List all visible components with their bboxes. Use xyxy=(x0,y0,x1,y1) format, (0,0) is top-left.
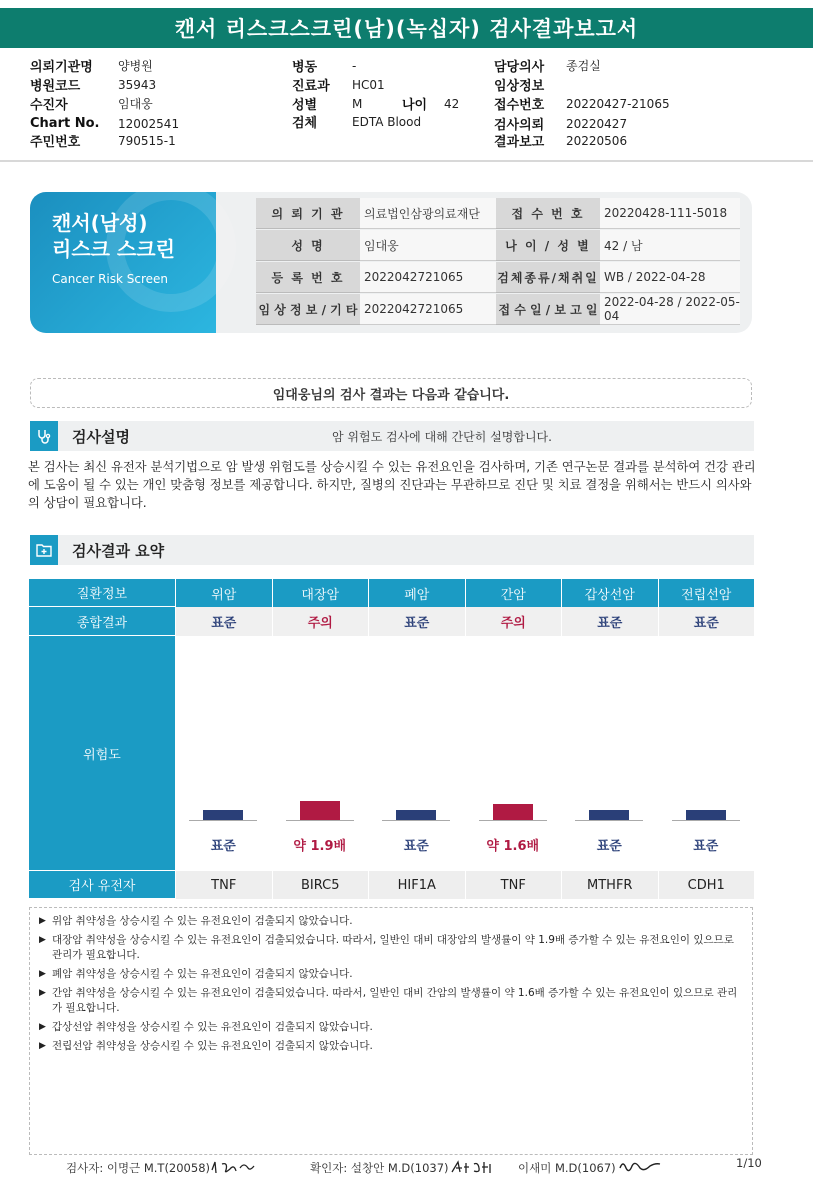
risk-baseline xyxy=(575,820,643,821)
info-value: 임대웅 xyxy=(360,230,496,261)
report-footer xyxy=(0,1158,813,1178)
note-text: 대장암 취약성을 상승시킬 수 있는 유전요인이 검출되었습니다. 따라서, 일반인 대비 대장암의 발생률이 약 1.9배 증가할 수 있는 유전요인이 있으므로 관리가 필요합니다. xyxy=(52,934,734,961)
divider xyxy=(0,160,813,162)
meta-row xyxy=(30,56,153,75)
results-table xyxy=(29,579,754,899)
note-item xyxy=(36,967,746,982)
meta-value: M xyxy=(352,96,363,111)
note-text: 갑상선암 취약성을 상승시킬 수 있는 유전요인이 검출되지 않았습니다. xyxy=(52,1021,373,1033)
risk-chart xyxy=(175,636,754,871)
report-title: 캔서 리스크스크린(남)(녹십자) 검사결과보고서 xyxy=(0,8,813,48)
meta-row xyxy=(30,131,176,150)
result-cell: 주의 xyxy=(465,607,562,636)
meta-label: 담당의사 xyxy=(494,60,545,75)
tester: 검사자: 이명근 M.T(20058) xyxy=(66,1161,210,1175)
row-label: 위험도 xyxy=(29,636,175,871)
section-header-description xyxy=(30,421,754,451)
confirmer: 확인자: 설창안 M.D(1037) xyxy=(310,1161,449,1175)
confirmer-2: 이새미 M.D(1067) xyxy=(518,1161,616,1175)
gene-cell: HIF1A xyxy=(368,871,465,899)
meta-row xyxy=(292,75,385,94)
meta-row xyxy=(292,56,356,75)
meta-row xyxy=(494,75,566,94)
info-key: 접 수 번 호 xyxy=(496,198,600,229)
risk-bar xyxy=(686,810,726,820)
info-key: 성 명 xyxy=(256,230,360,261)
note-item xyxy=(36,1020,746,1035)
meta-label: Chart No. xyxy=(30,116,100,131)
meta-row xyxy=(292,94,459,113)
result-notice: 임대웅님의 검사 결과는 다음과 같습니다. xyxy=(30,378,752,408)
section-header-summary xyxy=(30,535,754,565)
note-item xyxy=(36,986,746,1016)
meta-value: 20220427 xyxy=(566,116,628,131)
note-text: 폐암 취약성을 상승시킬 수 있는 유전요인이 검출되지 않았습니다. xyxy=(52,968,353,980)
meta-row xyxy=(30,94,153,113)
meta-value: 790515-1 xyxy=(118,133,176,148)
confirmer-2-signature xyxy=(618,1158,662,1177)
meta-label: 접수번호 xyxy=(494,98,545,113)
meta-label: 검체 xyxy=(292,116,318,131)
gene-cell: MTHFR xyxy=(561,871,658,899)
table-gene-row xyxy=(29,871,754,899)
info-key: 의 뢰 기 관 xyxy=(256,198,360,229)
page-number: 1/10 xyxy=(736,1156,762,1170)
result-notes xyxy=(29,907,753,1155)
meta-label: 임상정보 xyxy=(494,79,545,94)
meta-value: 35943 xyxy=(118,77,157,92)
meta-value: 20220427-21065 xyxy=(566,96,670,111)
gene-cell: CDH1 xyxy=(658,871,755,899)
meta-label: 결과보고 xyxy=(494,135,545,150)
risk-bar xyxy=(493,804,533,820)
info-value: WB / 2022-04-28 xyxy=(600,262,740,293)
meta-label: 병원코드 xyxy=(30,79,81,94)
result-cell: 표준 xyxy=(561,607,658,636)
section-subtitle: 암 위험도 검사에 대해 간단히 설명합니다. xyxy=(332,429,552,444)
meta-value: 임대웅 xyxy=(118,97,153,111)
info-key: 나 이 / 성 별 xyxy=(496,230,600,261)
disease-name: 위암 xyxy=(175,579,272,607)
meta-label: 의뢰기관명 xyxy=(30,60,93,75)
disease-name: 간암 xyxy=(465,579,562,607)
meta-row xyxy=(494,131,627,150)
stethoscope-icon xyxy=(30,421,58,451)
brand-decoration xyxy=(106,192,236,312)
info-row xyxy=(256,262,740,293)
info-table xyxy=(256,198,740,326)
risk-bar xyxy=(203,810,243,820)
risk-baseline xyxy=(479,820,547,821)
meta-label: 수진자 xyxy=(30,98,68,113)
note-text: 간암 취약성을 상승시킬 수 있는 유전요인이 검출되었습니다. 따라서, 일반인 대비 간암의 발생률이 약 1.6배 증가할 수 있는 유전요인이 있으므로 관리가 필요합니다. xyxy=(52,987,738,1014)
info-value: 42 / 남 xyxy=(600,230,740,261)
section-title: 검사결과 요약 xyxy=(72,541,165,560)
table-header-row xyxy=(29,579,754,607)
risk-baseline xyxy=(286,820,354,821)
info-value: 2022042721065 xyxy=(360,262,496,293)
meta-label: 검사의뢰 xyxy=(494,118,545,133)
meta-value: 12002541 xyxy=(118,116,180,131)
meta-value: 양병원 xyxy=(118,59,153,73)
info-value: 2022-04-28 / 2022-05-04 xyxy=(600,294,740,325)
brand-title-1: 캔서(남성) xyxy=(52,211,148,235)
meta-label: 주민번호 xyxy=(30,135,81,150)
triangle-icon: ▶ xyxy=(39,1041,46,1051)
meta-value: - xyxy=(352,58,357,73)
risk-baseline xyxy=(189,820,257,821)
risk-baseline xyxy=(382,820,450,821)
gene-cell: TNF xyxy=(465,871,562,899)
disease-name: 전립선암 xyxy=(658,579,755,607)
triangle-icon: ▶ xyxy=(39,969,46,979)
triangle-icon: ▶ xyxy=(39,1022,46,1032)
disease-name: 폐암 xyxy=(368,579,465,607)
meta-row xyxy=(494,94,670,113)
row-label: 종합결과 xyxy=(29,607,175,636)
row-label: 질환정보 xyxy=(29,579,175,607)
info-value: 2022042721065 xyxy=(360,294,496,325)
result-cell: 주의 xyxy=(272,607,369,636)
info-row xyxy=(256,294,740,325)
meta-value: HC01 xyxy=(352,77,385,92)
note-item xyxy=(36,914,746,929)
risk-baseline xyxy=(672,820,740,821)
triangle-icon: ▶ xyxy=(39,916,46,926)
note-text: 전립선암 취약성을 상승시킬 수 있는 유전요인이 검출되지 않았습니다. xyxy=(52,1040,373,1052)
risk-label: 표준 xyxy=(596,839,622,854)
risk-label: 약 1.6배 xyxy=(486,839,540,854)
age-label: 나이 xyxy=(402,98,428,113)
meta-value: 종검실 xyxy=(566,59,601,73)
gene-cell: TNF xyxy=(175,871,272,899)
info-key: 등 록 번 호 xyxy=(256,262,360,293)
disease-name: 대장암 xyxy=(272,579,369,607)
note-text: 위암 취약성을 상승시킬 수 있는 유전요인이 검출되지 않았습니다. xyxy=(52,915,353,927)
risk-bar xyxy=(396,810,436,820)
brand-english: Cancer Risk Screen xyxy=(52,272,169,286)
info-key: 임 상 정 보 / 기 타 xyxy=(256,294,360,325)
meta-label: 성별 xyxy=(292,98,318,113)
test-description: 본 검사는 최신 유전자 분석기법으로 암 발생 위험도를 상승시킬 수 있는 유전요인을 검사하며, 기존 연구논문 결과를 분석하여 건강 관리에 도움이 될 수 있는 개인 맞춤형 정보를 제공합니다. 하지만, 질병의 진단과는 무관하므로 진단 및 치료 결정을 위해서는 반드시 의사와의 상담이 필요합니다. xyxy=(28,460,756,510)
risk-label: 약 1.9배 xyxy=(293,839,347,854)
triangle-icon: ▶ xyxy=(39,935,46,945)
tester-signature xyxy=(210,1158,258,1179)
info-row xyxy=(256,198,740,229)
meta-row xyxy=(292,112,421,131)
disease-name: 갑상선암 xyxy=(561,579,658,607)
risk-label: 표준 xyxy=(693,839,719,854)
meta-row xyxy=(494,56,601,75)
brand-title-2: 리스크 스크린 xyxy=(52,237,175,261)
brand-panel xyxy=(30,192,216,333)
table-result-row xyxy=(29,607,754,636)
result-cell: 표준 xyxy=(368,607,465,636)
report-header-card xyxy=(30,192,752,333)
folder-plus-icon xyxy=(30,535,58,565)
info-value: 20220428-111-5018 xyxy=(600,198,740,229)
age-value: 42 xyxy=(444,96,460,111)
info-value: 의료법인삼광의료재단 xyxy=(360,198,496,229)
note-item xyxy=(36,1039,746,1054)
info-key: 접 수 일 / 보 고 일 xyxy=(496,294,600,325)
risk-label: 표준 xyxy=(403,839,429,854)
risk-label: 표준 xyxy=(210,839,236,854)
meta-label: 병동 xyxy=(292,60,318,75)
info-key: 검체종류/채취일 xyxy=(496,262,600,293)
row-label: 검사 유전자 xyxy=(29,871,175,899)
table-risk-row xyxy=(29,636,754,871)
triangle-icon: ▶ xyxy=(39,988,46,998)
meta-value: 20220506 xyxy=(566,133,628,148)
note-item xyxy=(36,933,746,963)
confirmer-signature xyxy=(450,1158,496,1179)
result-cell: 표준 xyxy=(175,607,272,636)
risk-bar xyxy=(589,810,629,820)
info-row xyxy=(256,230,740,261)
meta-value: EDTA Blood xyxy=(352,114,422,129)
section-title: 검사설명 xyxy=(72,427,130,446)
meta-row xyxy=(30,75,156,94)
meta-label: 진료과 xyxy=(292,79,330,94)
gene-cell: BIRC5 xyxy=(272,871,369,899)
result-cell: 표준 xyxy=(658,607,755,636)
risk-bar xyxy=(300,801,340,820)
